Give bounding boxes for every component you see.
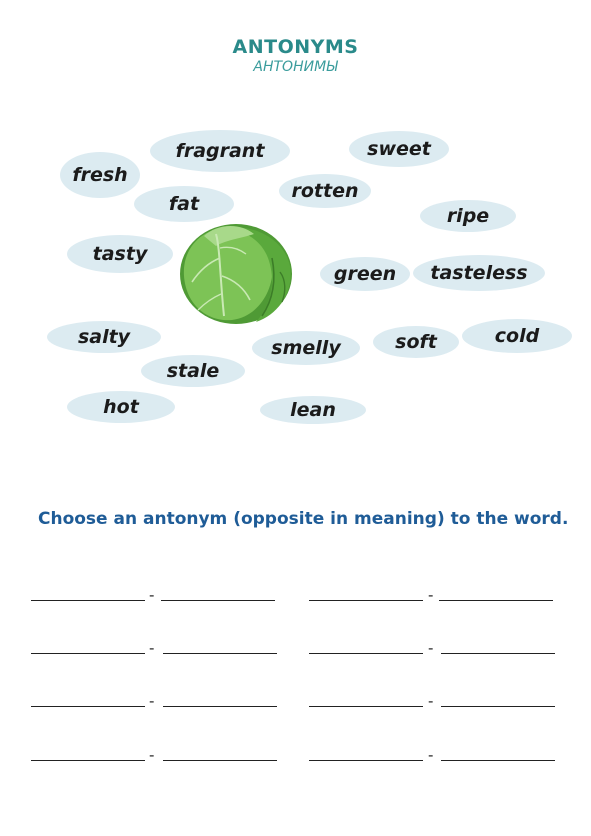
- word-label: lean: [290, 399, 336, 421]
- word-bubble-tasty: [67, 235, 173, 273]
- word-bubble-hot: [67, 391, 175, 423]
- word-bubble-fat: [134, 186, 234, 222]
- answer-blank[interactable]: [163, 653, 277, 654]
- word-label: tasteless: [430, 262, 528, 284]
- word-label: soft: [395, 331, 437, 353]
- word-label: tasty: [92, 243, 148, 265]
- word-bubble-fragrant: [150, 130, 290, 172]
- word-label: ripe: [446, 205, 490, 227]
- word-bubble-lean: [260, 396, 366, 424]
- answer-blank[interactable]: [163, 706, 277, 707]
- answer-blank[interactable]: [309, 706, 423, 707]
- answer-dash: -: [428, 586, 434, 604]
- word-label: stale: [166, 360, 220, 382]
- page-subtitle: АНТОНИМЫ: [253, 59, 338, 75]
- word-bubble-sweet: [349, 131, 449, 167]
- instruction-text: Choose an antonym (opposite in meaning) to the word.: [38, 509, 569, 529]
- word-bubble-cold: [462, 319, 572, 353]
- word-bubble-ripe: [420, 200, 516, 232]
- answer-blank[interactable]: [163, 760, 277, 761]
- answer-blank[interactable]: [309, 760, 423, 761]
- word-label: hot: [103, 396, 139, 418]
- answer-blank[interactable]: [441, 760, 555, 761]
- word-label: sweet: [367, 138, 431, 160]
- answer-blank[interactable]: [31, 653, 145, 654]
- answer-dash: -: [149, 692, 155, 710]
- answer-blank[interactable]: [31, 706, 145, 707]
- answer-blank[interactable]: [441, 706, 555, 707]
- answer-blank[interactable]: [309, 653, 423, 654]
- word-label: rotten: [291, 180, 359, 202]
- answer-blank[interactable]: [439, 600, 553, 601]
- word-label: green: [333, 263, 397, 285]
- word-label: fragrant: [175, 140, 265, 162]
- word-bubble-soft: [373, 326, 459, 358]
- answer-blank[interactable]: [309, 600, 423, 601]
- word-bubble-salty: [47, 321, 161, 353]
- answer-dash: -: [149, 746, 155, 764]
- answer-dash: -: [149, 639, 155, 657]
- word-label: fat: [168, 193, 200, 215]
- answer-blank[interactable]: [31, 760, 145, 761]
- answer-blank[interactable]: [441, 653, 555, 654]
- answer-dash: -: [428, 692, 434, 710]
- answer-dash: -: [428, 746, 434, 764]
- word-bubble-rotten: [279, 174, 371, 208]
- word-label: smelly: [271, 337, 341, 359]
- answer-dash: -: [149, 586, 155, 604]
- word-bubble-smelly: [252, 331, 360, 365]
- word-bubble-stale: [141, 355, 245, 387]
- cabbage-illustration: [176, 218, 296, 326]
- page-title: ANTONYMS: [232, 36, 359, 58]
- answer-blank[interactable]: [161, 600, 275, 601]
- word-bubble-tasteless: [413, 255, 545, 291]
- answer-dash: -: [428, 639, 434, 657]
- answer-blank[interactable]: [31, 600, 145, 601]
- word-label: fresh: [72, 164, 128, 186]
- word-bubble-green: [320, 257, 410, 291]
- word-label: cold: [494, 325, 540, 347]
- word-bubble-fresh: [60, 152, 140, 198]
- word-label: salty: [77, 326, 131, 348]
